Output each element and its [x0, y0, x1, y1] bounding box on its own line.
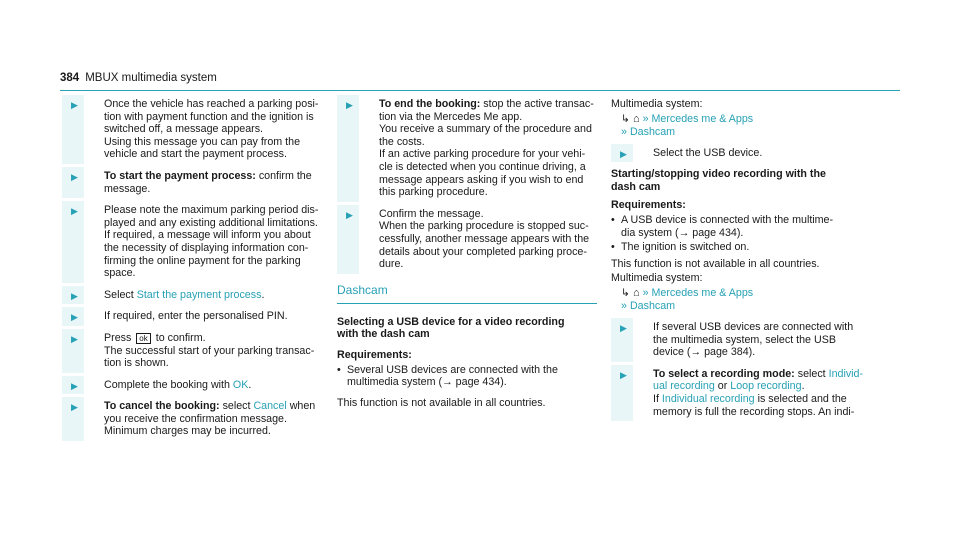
step-several-usb: ▶ If several USB devices are connected with the multimedia system, select the USB device (→ page 384). [611, 321, 901, 359]
chevron-right-icon: » [642, 286, 649, 299]
menu-path-2 [611, 287, 901, 313]
step-item: ▶ Please note the maximum parking period dis- played and any existing additional limitations. If required, a message will inform you about the necessity of displaying information con- firming the online payment for the parking space. [62, 204, 322, 280]
home-icon: ⌂ [632, 286, 640, 299]
step-item: ▶ Complete the booking with OK. [62, 379, 322, 392]
step-arrow-icon: ▶ [71, 312, 78, 323]
option-loop-recording[interactable]: Loop recording [730, 380, 802, 393]
menu-link[interactable]: Start the payment process [136, 288, 262, 301]
step-arrow-icon: ▶ [620, 322, 627, 333]
page-title: MBUX multimedia system [85, 72, 217, 84]
column-3 [611, 98, 901, 427]
column-2 [337, 98, 597, 417]
ok-key-icon: ok [136, 333, 150, 344]
requirement-item: • A USB device is connected with the multime- dia system (→ page 434). [611, 214, 901, 239]
step-arrow-icon: ▶ [620, 148, 627, 159]
step-item: ▶ Confirm the message. When the parking procedure is stopped suc- cessfully, another message appears with the details about your completed parking proce- dure. [337, 208, 597, 271]
step-arrow-icon: ▶ [346, 209, 353, 220]
step-item: ▶ To start the payment process: confirm the message. [62, 170, 322, 195]
home-icon: ⌂ [632, 112, 640, 125]
page-header [60, 72, 217, 84]
chevron-right-icon: » [642, 112, 649, 125]
step-item: ▶ To cancel the booking: select Cancel when you receive the confirmation message. Minimum charges may be incurred. [62, 400, 322, 438]
step-arrow-icon: ▶ [346, 100, 353, 110]
menu-link-mercedes-me[interactable]: Mercedes me & Apps [651, 112, 754, 125]
column-1 [62, 98, 322, 447]
option-individual-recording[interactable]: Individ- [828, 367, 864, 380]
section-heading-dashcam: Dashcam [337, 283, 597, 304]
sub-heading: Selecting a USB device for a video recording with the dash cam [337, 315, 565, 341]
menu-link[interactable]: Cancel [253, 400, 287, 413]
requirements-label-2: Requirements: [611, 199, 686, 212]
header-divider [60, 90, 900, 91]
multimedia-label: Multimedia system: [611, 272, 703, 285]
availability-note: This function is not available in all countries. [611, 257, 820, 270]
step-arrow-icon: ▶ [71, 380, 78, 391]
step-item: ▶ To end the booking: stop the active transac- tion via the Mercedes Me app. You receive a summary of the procedure and the costs. If an active parking procedure for your vehi- cle is detected when you continue driving, a message appears asking if you wish to end this parking procedure. [337, 98, 597, 199]
step-arrow-icon: ▶ [71, 333, 78, 344]
multimedia-label: Multimedia system: [611, 98, 703, 110]
step-item: ▶ Press ok to confirm. The successful start of your parking transac- tion is shown. [62, 332, 322, 370]
corner-arrow-icon: ↳ [621, 286, 630, 299]
requirement-item: • Several USB devices are connected with the multimedia system (→ page 434). [337, 364, 597, 389]
step-arrow-icon: ▶ [71, 171, 78, 182]
heading-start-stop: Starting/stopping video recording with the dash cam [611, 168, 826, 193]
step-item: ▶ Select Start the payment process. [62, 289, 322, 302]
step-arrow-icon: ▶ [71, 290, 78, 301]
step-item: ▶ If required, enter the personalised PIN. [62, 310, 322, 323]
chevron-right-icon: » [621, 125, 627, 138]
step-recording-mode: ▶ To select a recording mode: select Individ- ual recording or Loop recording. If Individual recording is selected and the memory is full the recording stops. An indi- [611, 368, 901, 418]
step-select-usb: ▶ Select the USB device. [611, 147, 901, 160]
step-item: ▶ Once the vehicle has reached a parking posi- tion with payment function and the ignition is switched off, a message appears. Using this message you can pay from the vehicle and start the payment process. [62, 98, 322, 161]
step-arrow-icon: ▶ [71, 402, 78, 413]
page-number: 384 [60, 72, 80, 84]
chevron-right-icon: » [621, 299, 627, 312]
requirements-label: Requirements: [337, 348, 412, 361]
menu-link-mercedes-me[interactable]: Mercedes me & Apps [651, 286, 754, 299]
step-arrow-icon: ▶ [71, 100, 78, 110]
step-arrow-icon: ▶ [71, 206, 78, 217]
menu-link-dashcam[interactable]: Dashcam [629, 299, 676, 312]
corner-arrow-icon: ↳ [621, 112, 630, 125]
menu-link-dashcam[interactable]: Dashcam [629, 125, 676, 138]
availability-note: This function is not available in all countries. [337, 396, 546, 409]
requirement-item: • The ignition is switched on. [611, 241, 901, 254]
menu-path-1 [611, 113, 901, 139]
menu-link[interactable]: OK [232, 378, 249, 391]
step-arrow-icon: ▶ [620, 369, 627, 380]
